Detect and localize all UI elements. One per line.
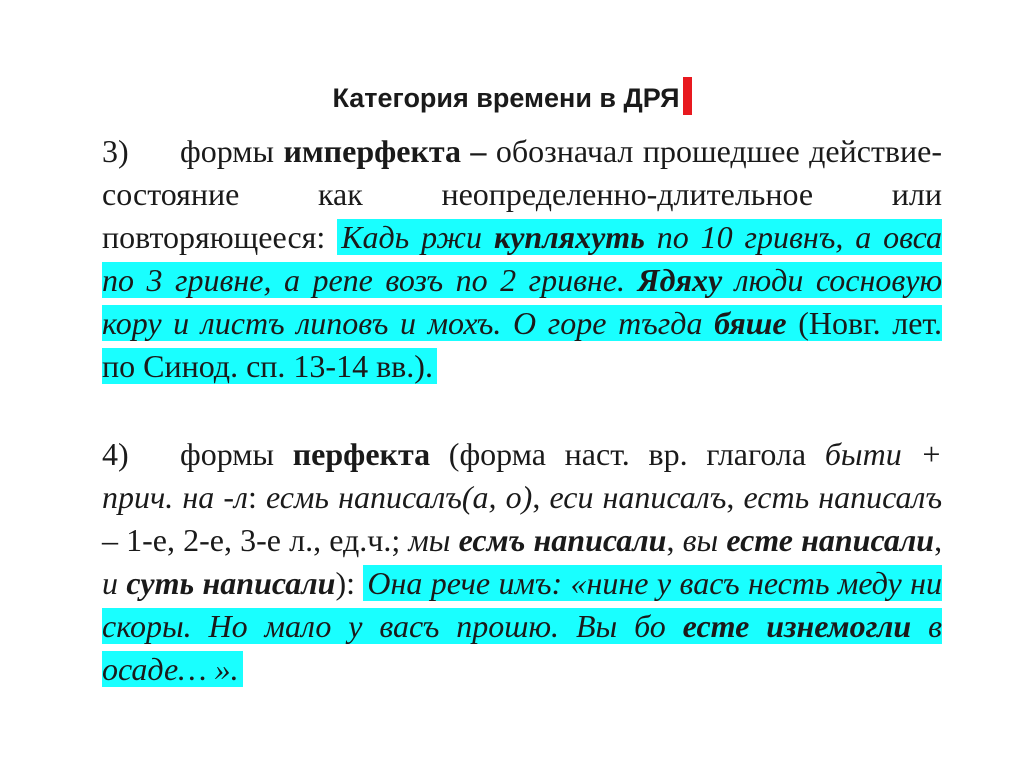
example-bold-verb: бяше [714,305,787,341]
text: (форма наст. вр. глагола [430,436,825,472]
example-text: Она рече имъ: «нине у васъ несть меду ни скоры. Но мало у васъ прошю. Вы бо [102,565,943,644]
form-example: мы [408,522,459,558]
text: ): [335,565,364,601]
term-perfect: перфекта [292,436,431,472]
paragraph-perfect [102,433,942,691]
form-example: есть написалъ [743,479,943,515]
form-example: есмь написалъ(а, о) [266,479,533,515]
definition: обозначал прошедшее действие-состояние как неопределенно-длительное или повторяющееся: [102,133,943,255]
form-bold: есмъ написали [458,522,667,558]
text: : [247,479,266,515]
example-bold-verb: есте изнемогли [682,608,912,644]
slide-title-text: Категория времени в ДРЯ [332,82,680,113]
form-example: еси написалъ [549,479,727,515]
paragraph-imperfect [102,130,942,388]
red-cursor-mark [683,77,692,115]
example-text: в осаде… ». [102,608,943,687]
text: , [726,479,744,515]
item-number: 4) [102,436,129,472]
text: , [532,479,550,515]
term-imperfect: имперфекта – [283,133,496,169]
form-bold: суть написали [126,565,336,601]
form-example: и [102,565,127,601]
text: – 1-е, 2-е, 3-е л., ед.ч.; [102,522,409,558]
slide-title [0,76,1024,118]
text: формы [180,133,284,169]
form-example: вы [682,522,727,558]
form-bold: есте написали [726,522,935,558]
example-text: Кадь ржи [341,219,494,255]
text: , [666,522,683,558]
text: , [934,522,943,558]
example-text: люди сосновую кору и листъ липовъ и мохъ. О горе тъгда [102,262,943,341]
item-number: 3) [102,133,129,169]
example-bold-verb: Ядяху [637,262,723,298]
source-citation: (Новг. лет. по Синод. сп. 13-14 вв.). [102,305,943,384]
example-text: по 10 гривнъ, а овса по 3 гривне, а репе возъ по 2 гривне. [102,219,943,298]
text: формы [180,436,293,472]
formula: быти + прич. на -л [102,436,943,515]
example-bold-verb: купляхуть [493,219,645,255]
